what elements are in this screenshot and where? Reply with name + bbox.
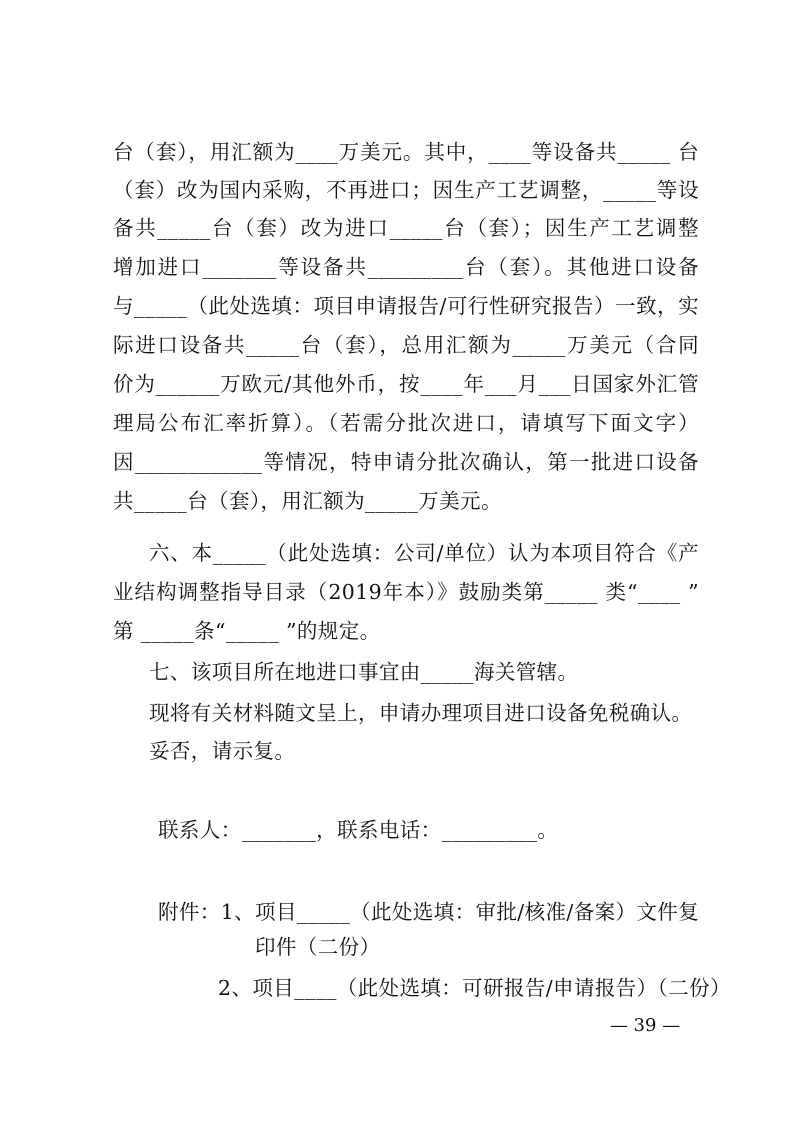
- section-six-line: 六、本_____（此处选填：公司/单位）认为本项目符合《产: [149, 541, 699, 565]
- section-seven-line: 七、该项目所在地进口事宜由_____海关管辖。: [149, 660, 579, 684]
- paragraph-line: 增加进口_______等设备共_________台（套）。其他进口设备: [113, 255, 699, 279]
- paragraph-line: 台（套），用汇额为____万美元。其中，____等设备共_____ 台: [113, 140, 699, 164]
- paragraph-line: 理局公布汇率折算）。（若需分批次进口，请填写下面文字）: [113, 411, 699, 435]
- attachment-line: 印件（二份）: [255, 935, 381, 959]
- attachment-line: 附件：1、项目_____（此处选填：审批/核准/备案）文件复: [158, 900, 700, 924]
- paragraph-line: 与_____（此处选填：项目申请报告/可行性研究报告）一致，实: [113, 294, 699, 318]
- closing-line: 妥否，请示复。: [149, 739, 296, 763]
- paragraph-line: 价为______万欧元/其他外币，按____年___月___日国家外汇管: [113, 372, 699, 396]
- paragraph-line: 共_____台（套），用汇额为_____万美元。: [113, 489, 502, 513]
- attachment-line: 2、项目____（此处选填：可研报告/申请报告）（二份）: [218, 976, 731, 1000]
- paragraph-line: 第 _____条“_____ ”的规定。: [113, 619, 381, 643]
- paragraph-line: 备共_____台（套）改为进口_____台（套）；因生产工艺调整: [113, 216, 699, 240]
- page-number: — 39 —: [609, 1015, 681, 1036]
- closing-line: 现将有关材料随文呈上，申请办理项目进口设备免税确认。: [149, 701, 693, 725]
- paragraph-line: 际进口设备共_____台（套），总用汇额为_____万美元（合同: [113, 333, 699, 357]
- paragraph-line: （套）改为国内采购，不再进口；因生产工艺调整，_____等设: [113, 178, 699, 202]
- contact-line: 联系人：_______，联系电话：_________。: [158, 818, 559, 842]
- paragraph-line: 因____________等情况，特申请分批次确认，第一批进口设备: [113, 450, 699, 474]
- paragraph-line: 业结构调整指导目录（2019年本）》鼓励类第_____ 类“____ ”: [113, 580, 699, 604]
